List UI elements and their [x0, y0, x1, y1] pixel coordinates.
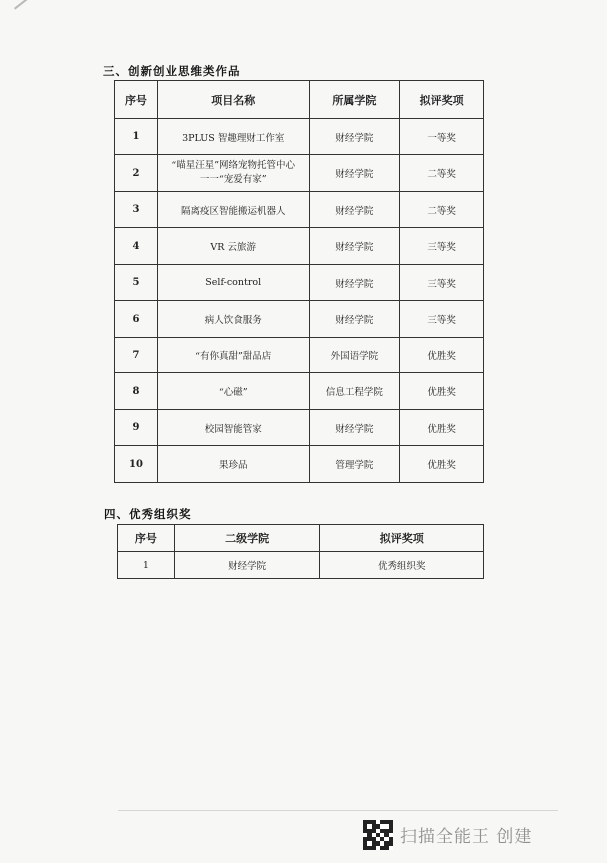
- row-college: 财经学院: [309, 192, 400, 228]
- table-row: [115, 155, 484, 192]
- page-bottom-rule: [118, 810, 558, 811]
- row-no: 4: [115, 228, 158, 265]
- row-award: 三等奖: [400, 265, 484, 301]
- row-no: 7: [115, 338, 158, 373]
- table-row: [115, 410, 484, 446]
- row-award: 一等奖: [400, 119, 484, 155]
- row-award: 优胜奖: [400, 446, 484, 483]
- row-award: 二等奖: [400, 192, 484, 228]
- section-3-title: 三、创新创业思维类作品: [103, 64, 241, 78]
- row-project-name: 隔离疫区智能搬运机器人: [157, 192, 309, 228]
- row-no: 1: [118, 552, 175, 579]
- row-project-name: Self-control: [157, 265, 309, 301]
- row-college: 财经学院: [174, 552, 320, 579]
- row-no: 1: [115, 119, 158, 155]
- row-college: 财经学院: [309, 228, 400, 265]
- row-no: 2: [115, 155, 158, 192]
- row-college: 财经学院: [309, 410, 400, 446]
- row-project-name: VR 云旅游: [157, 228, 309, 265]
- table-row: [115, 373, 484, 410]
- row-college: 财经学院: [309, 301, 400, 338]
- row-project-name: 校园智能管家: [157, 410, 309, 446]
- table-row: [115, 338, 484, 373]
- row-award: 优胜奖: [400, 373, 484, 410]
- qr-code-icon: [363, 820, 393, 850]
- header-award: 拟评奖项: [320, 525, 484, 552]
- row-college: 财经学院: [309, 265, 400, 301]
- table-row: [115, 192, 484, 228]
- row-no: 9: [115, 410, 158, 446]
- table-row: [115, 228, 484, 265]
- scanned-page-edge: [14, 0, 189, 10]
- table-header-row: [115, 81, 484, 119]
- row-project-name: “心磁”: [157, 373, 309, 410]
- row-project-name: “喵星汪星”网络宠物托管中心一一“宠爱有家”: [157, 155, 309, 192]
- row-college: 管理学院: [309, 446, 400, 483]
- row-project-name: “有你真甜”甜品店: [157, 338, 309, 373]
- header-college: 所属学院: [309, 81, 400, 119]
- section-4-title: 四、优秀组织奖: [104, 507, 192, 521]
- header-no: 序号: [115, 81, 158, 119]
- table-row: [115, 119, 484, 155]
- row-no: 6: [115, 301, 158, 338]
- header-project-name: 项目名称: [157, 81, 309, 119]
- row-no: 10: [115, 446, 158, 483]
- row-no: 3: [115, 192, 158, 228]
- table-row: [115, 265, 484, 301]
- row-award: 二等奖: [400, 155, 484, 192]
- table-row: [115, 301, 484, 338]
- organization-award-table: [117, 524, 484, 579]
- table-header-row: [118, 525, 484, 552]
- header-secondary-college: 二级学院: [174, 525, 320, 552]
- row-college: 财经学院: [309, 155, 400, 192]
- table-row: [118, 552, 484, 579]
- row-project-name: 病人饮食服务: [157, 301, 309, 338]
- table-row: [115, 446, 484, 483]
- header-no: 序号: [118, 525, 175, 552]
- row-college: 外国语学院: [309, 338, 400, 373]
- header-award: 拟评奖项: [400, 81, 484, 119]
- row-award: 优胜奖: [400, 410, 484, 446]
- row-award: 优秀组织奖: [320, 552, 484, 579]
- scanner-watermark: 扫描全能王 创建: [400, 827, 533, 847]
- row-no: 8: [115, 373, 158, 410]
- row-project-name: 3PLUS 智趣理财工作室: [157, 119, 309, 155]
- row-award: 三等奖: [400, 228, 484, 265]
- row-award: 三等奖: [400, 301, 484, 338]
- row-project-name: 果珍品: [157, 446, 309, 483]
- row-award: 优胜奖: [400, 338, 484, 373]
- row-no: 5: [115, 265, 158, 301]
- row-college: 财经学院: [309, 119, 400, 155]
- innovation-works-table: [114, 80, 484, 483]
- row-college: 信息工程学院: [309, 373, 400, 410]
